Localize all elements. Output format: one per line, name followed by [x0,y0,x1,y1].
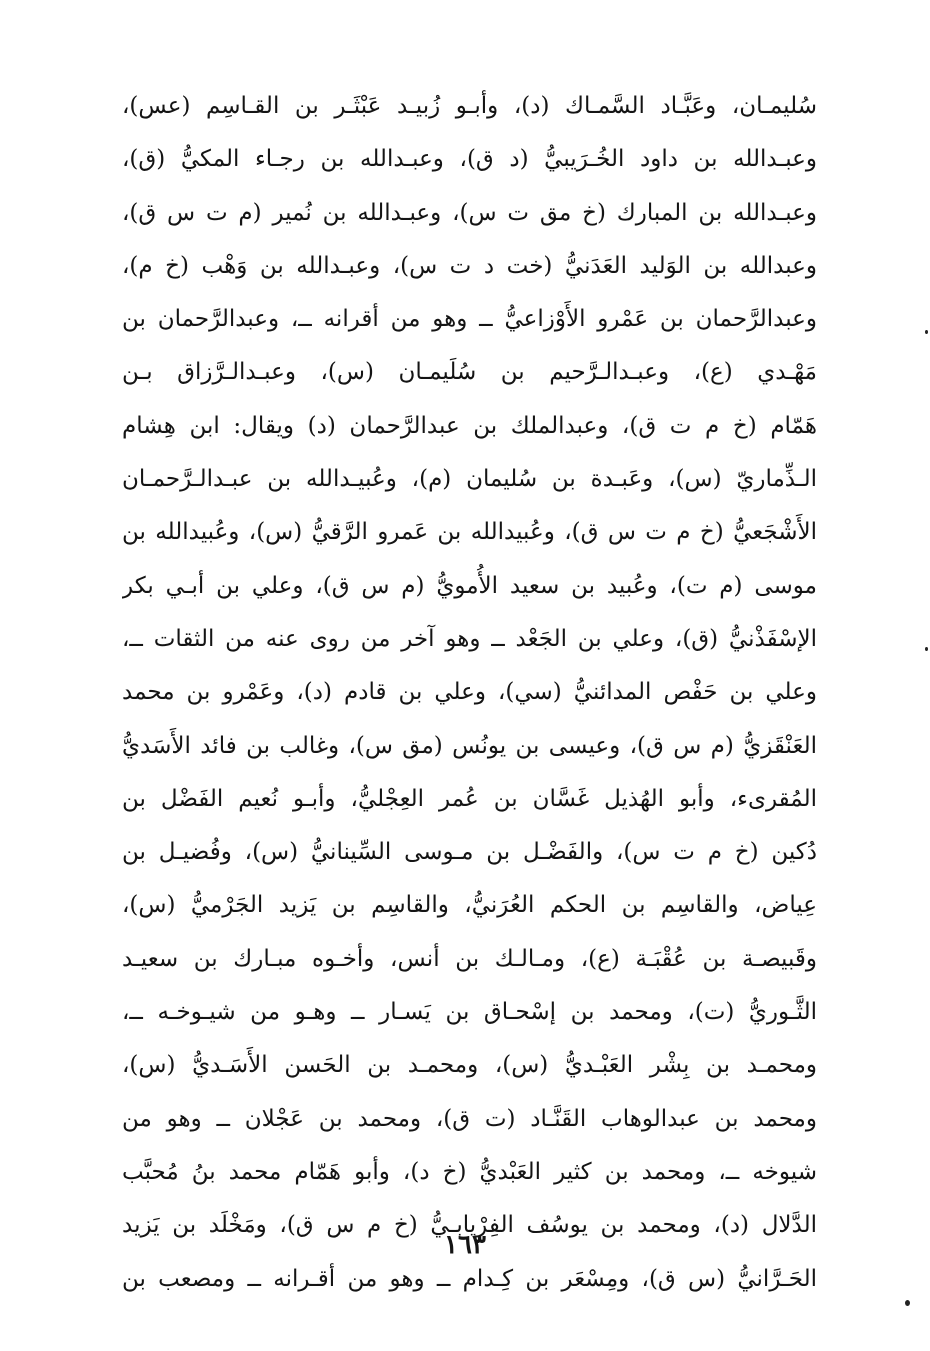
text-line: شيوخه ــ، ومحمد بن كثير العَبْديُّ (خ د)، وأبو هَمّام محمد بنُ مُحبَّب [122,1158,817,1185]
text-line: ومحمـد بن بِشْر العَبْـديُّ (س)، ومحمـد بن الحَسن الأَسَـديُّ (س)، [122,1052,817,1079]
text-line: هَمّام (خ م ت ق)، وعبدالملك بن عبدالرَّحمان (د) ويقال: ابن هِشام [122,412,817,439]
text-line: وقَبيصـة بن عُقْبَـة (ع)، ومـالـك بن أنس، وأخـوه مبـارك بن سعيـد [122,945,817,972]
scan-speck [925,647,928,651]
text-line: دُكين (خ م ت س)، والفَضْـل بن مـوسى السِّينانيُّ (س)، وفُضيـل بن [122,839,817,866]
text-line: وعبدالله بن الوَليد العَدَنيُّ (خت د ت س)، وعبـدالله بن وَهْب (خ م)، [122,252,817,279]
text-line: الأَشْجَعيُّ (خ م ت س ق)، وعُبيدالله بن عَمرو الرَّقيُّ (س)، وعُبيدالله بن [122,519,817,546]
text-line: موسى (م ت)، وعُبيد بن سعيد الأُمويُّ (م س ق)، وعلي بن أبـي بكر [122,572,817,599]
text-line: وعبـدالله بن داود الخُـرَيبيُّ (د ق)، وعبـدالله بن رجـاء المكيُّ (ق)، [122,146,817,173]
text-line: الدَّلال (د)، ومحمد بن يوسُف الفِرْيابـيُّ (خ م س ق)، ومَخْلَد بن يَزيد [122,1212,817,1239]
text-line: وعبدالرَّحمان بن عَمْرو الأَوْزاعيُّ ــ وهو من أقرانه ــ، وعبدالرَّحمان بن [122,306,817,333]
body-text [122,80,817,1306]
text-line: وعلي بن حَفْص المدائنيُّ (سي)، وعلي بن قادم (د)، وعَمْرو بن محمد [122,679,817,706]
text-line: الإسْفَذْنيُّ (ق)، وعلي بن الجَعْد ــ وهو آخر من روى عنه من الثقات ــ، [122,625,817,652]
scan-speck [925,330,928,334]
text-line: ومحمد بن عبدالوهاب القَنَّـاد (ت ق)، ومحمد بن عَجْلان ــ وهو من [122,1105,817,1132]
text-line: الثَّـوريُّ (ت)، ومحمد بن إسْحـاق بن يَسـار ــ وهـو من شيـوخـه ــ، [122,999,817,1026]
scan-speck [905,1300,910,1306]
text-line: الحَـرَّانيُّ (س ق)، ومِسْعَر بن كِـدام ــ وهو من أقـرانه ــ ومصعب بن [122,1265,817,1292]
text-line: المُقرىء، وأبو الهُذيل غَسَّان بن عُمر العِجْليُّ، وأبـو نُعيم الفَضْل بن [122,785,817,812]
text-line: عِياض، والقاسِم بن الحكم العُرَنيُّ، والقاسِم بن يَزيد الجَرْميُّ (س)، [122,892,817,919]
text-line: مَهْـدي (ع)، وعبـدالـرَّحيم بن سُلَيمـان (س)، وعبـدالـرَّزاق بـن [122,359,817,386]
text-line: العَنْقَزيُّ (م س ق)، وعيسى بن يونُس (مق س)، وغالب بن فائد الأَسَديُّ [122,732,817,759]
page-number: ١٦٣ [444,1230,486,1260]
text-line: سُليمـان، وعَبَّـاد السَّمـاك (د)، وأبـو زُبيـد عَبْثَـر بن القـاسِم (عس)، [122,93,817,119]
text-line: وعبـدالله بن المبارك (خ مق ت س)، وعبـدالله بن نُمير (م ت س ق)، [122,199,817,226]
text-line: الـذِّماريّ (س)، وعَبـدة بن سُليمان (م)، وعُبيـدالله بن عبـدالـرَّحمـان [122,466,817,493]
